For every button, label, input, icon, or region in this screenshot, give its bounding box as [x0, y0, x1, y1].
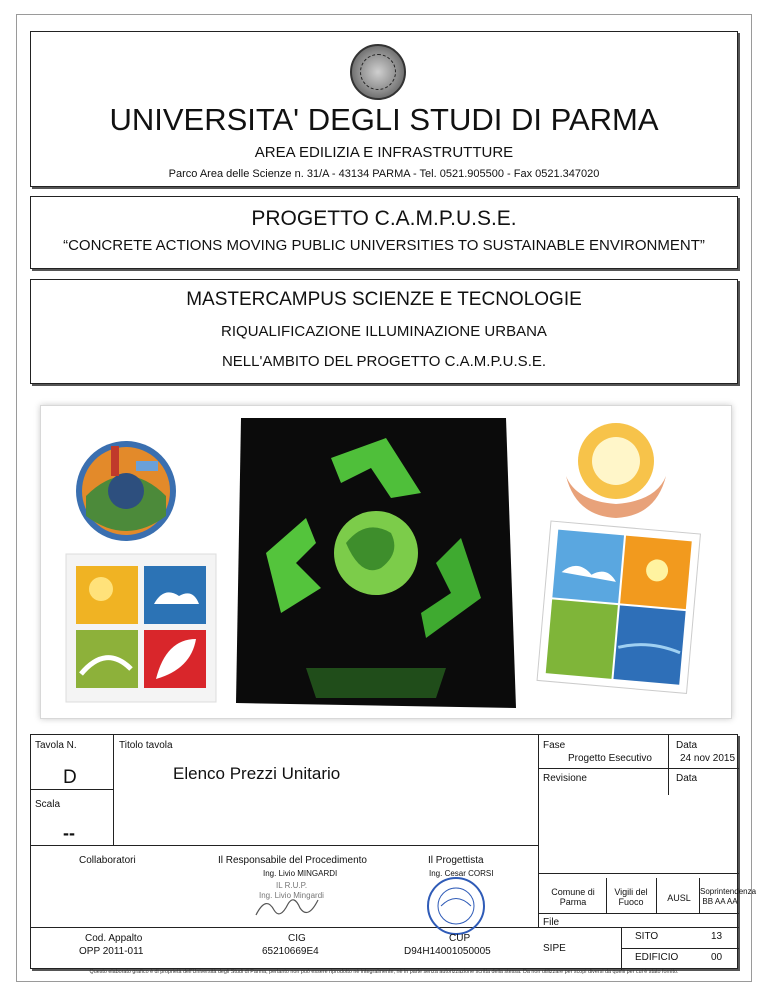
nature-quad-image	[537, 521, 700, 693]
university-seal-icon	[350, 44, 406, 100]
campus-title: MASTERCAMPUS SCIENZE E TECNOLOGIE	[186, 289, 582, 310]
energy-globe-image	[76, 441, 176, 541]
vigili-label: Vigili del Fuoco	[614, 887, 648, 907]
sipe-label: SIPE	[543, 943, 566, 954]
appalto-value: OPP 2011-011	[79, 946, 144, 957]
ownership-note: Questo elaborato grafico è di proprietà dell'Università degli Studi di Parma, pertanto non può essere riprodotto nè integralmente, nè in parte senza autorizzazione scritta della stessa. Da non utilizzare per scopi diversi da quelli per cui è stato fornito.	[89, 969, 679, 975]
soprintendenza-label: Soprintendenza BB AA AA	[700, 887, 757, 906]
sito-value: 13	[711, 931, 723, 942]
rup-stamp-line-1: IL R.U.P.	[276, 881, 308, 890]
rup-stamp-line-2: Ing. Livio Mingardi	[259, 891, 324, 900]
ausl-label: AUSL	[667, 893, 691, 903]
sustainability-collage	[40, 405, 732, 719]
file-label: File	[543, 917, 560, 928]
hands-light-image	[566, 423, 666, 518]
data2-label: Data	[676, 773, 698, 784]
address-line: Parco Area delle Scienze n. 31/A - 43134 PARMA - Tel. 0521.905500 - Fax 0521.347020	[168, 168, 600, 180]
cup-label: CUP	[449, 933, 471, 944]
revisione-label: Revisione	[543, 773, 587, 784]
edificio-label: EDIFICIO	[635, 952, 679, 963]
tavola-value: D	[63, 767, 77, 788]
title-block	[30, 734, 757, 969]
cig-label: CIG	[288, 933, 306, 944]
project-box	[30, 196, 738, 269]
titolo-label: Titolo tavola	[119, 740, 173, 751]
collaboratori-label: Collaboratori	[79, 855, 136, 866]
project-title: PROGETTO C.A.M.P.U.S.E.	[251, 207, 517, 230]
edificio-value: 00	[711, 952, 723, 963]
progettista-label: Il Progettista	[428, 855, 484, 866]
scala-label: Scala	[35, 799, 61, 810]
university-name: UNIVERSITA' DEGLI STUDI DI PARMA	[109, 102, 659, 137]
campus-line-1: RIQUALIFICAZIONE ILLUMINAZIONE URBANA	[221, 323, 547, 340]
collage-artwork	[41, 406, 731, 718]
data-value: 24 nov 2015	[680, 753, 736, 764]
signature-mark	[251, 893, 331, 923]
professional-seal-icon	[421, 875, 491, 937]
header-box	[30, 31, 738, 187]
area-name: AREA EDILIZIA E INFRASTRUTTURE	[254, 144, 514, 161]
progettista-name: Ing. Cesar CORSI	[429, 869, 494, 878]
tavola-label: Tavola N.	[35, 740, 77, 751]
fase-label: Fase	[543, 740, 566, 751]
appalto-label: Cod. Appalto	[85, 933, 143, 944]
recycle-globe-image	[236, 418, 516, 708]
campus-line-2: NELL'AMBITO DEL PROGETTO C.A.M.P.U.S.E.	[221, 353, 547, 370]
cig-value: 65210669E4	[262, 946, 319, 957]
data-label: Data	[676, 740, 698, 751]
scala-value: --	[63, 823, 75, 843]
project-subtitle: “CONCRETE ACTIONS MOVING PUBLIC UNIVERSITIES TO SUSTAINABLE ENVIRONMENT”	[63, 237, 705, 254]
campus-box	[30, 279, 738, 384]
comune-label: Comune di Parma	[551, 887, 595, 907]
responsabile-label: Il Responsabile del Procedimento	[218, 855, 367, 866]
titolo-value: Elenco Prezzi Unitario	[173, 764, 341, 783]
cup-value: D94H14001050005	[404, 946, 491, 957]
tiles-logo-image	[66, 554, 216, 702]
fase-value: Progetto Esecutivo	[568, 753, 652, 764]
sito-label: SITO	[635, 931, 659, 942]
responsabile-name: Ing. Livio MINGARDI	[263, 869, 338, 878]
